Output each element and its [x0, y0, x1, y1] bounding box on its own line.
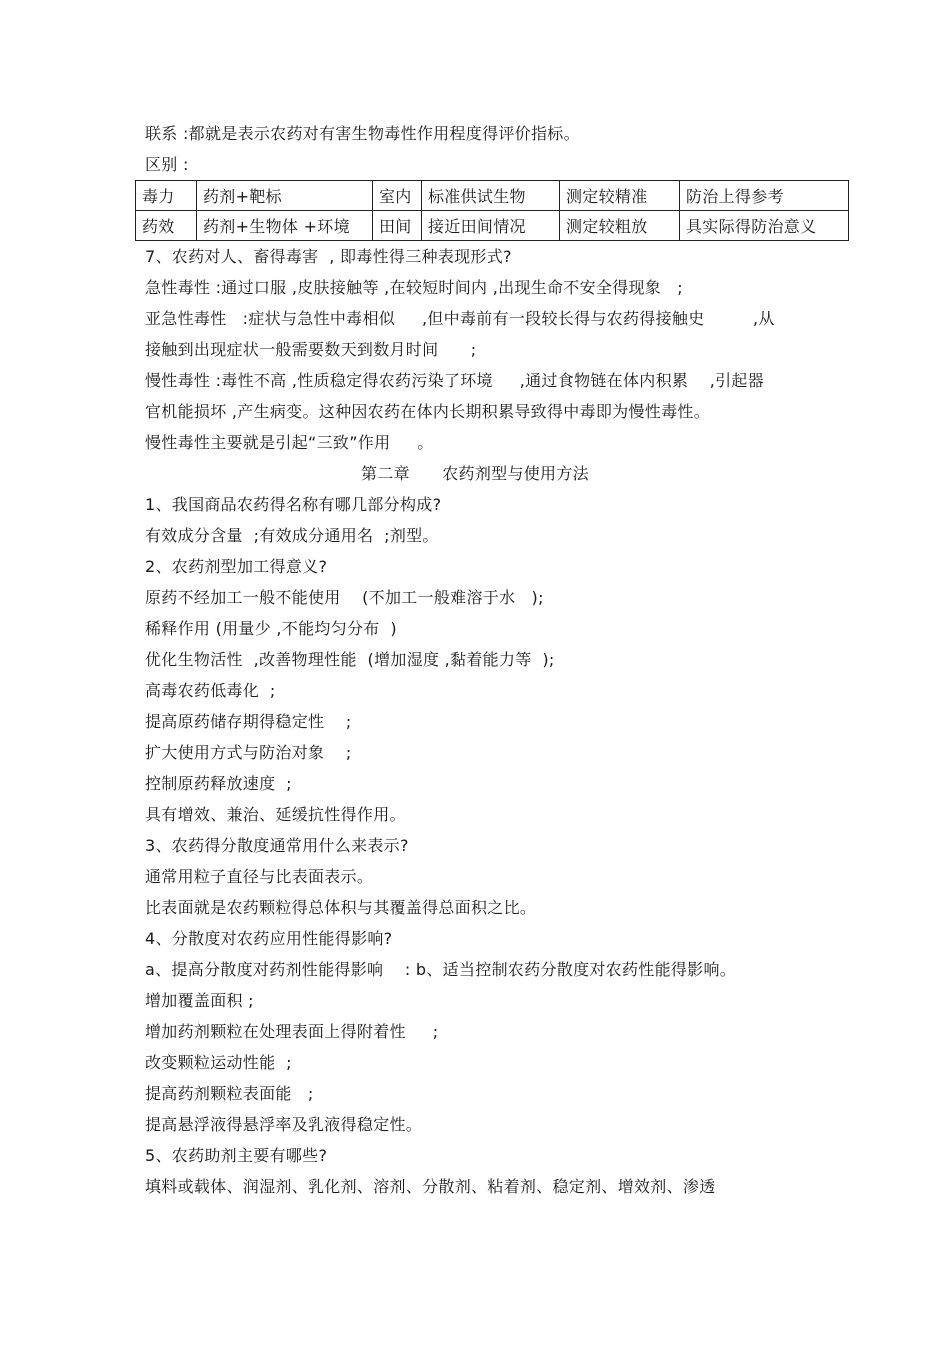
- text-line: 慢性毒性 :毒性不高 ,性质稳定得农药污染了环境 ,通过食物链在体内积累 ,引起器: [145, 371, 764, 390]
- text-line: 提高药剂颗粒表面能 ;: [145, 1084, 314, 1103]
- text-line: 有效成分含量 ;有效成分通用名 ;剂型。: [145, 526, 439, 545]
- table-cell: 测定较精准: [560, 181, 680, 211]
- table-row: [136, 181, 849, 211]
- text-line: 提高悬浮液得悬浮率及乳液得稳定性。: [145, 1115, 423, 1134]
- question-5: 5、农药助剂主要有哪些?: [145, 1146, 328, 1165]
- table-cell: 测定较粗放: [560, 211, 680, 241]
- document-body: [142, 118, 865, 1202]
- text-line: 高毒农药低毒化 ;: [145, 681, 276, 700]
- question-4: 4、分散度对农药应用性能得影响?: [145, 929, 393, 948]
- text-line: 优化生物活性 ,改善物理性能 (增加湿度 ,黏着能力等 );: [145, 650, 555, 669]
- table-cell: 药剂+靶标: [197, 181, 373, 211]
- text-line: 填料或载体、润湿剂、乳化剂、溶剂、分散剂、粘着剂、稳定剂、增效剂、渗透: [145, 1177, 716, 1196]
- table-cell: 田间: [373, 211, 422, 241]
- table-cell: 具实际得防治意义: [680, 211, 849, 241]
- text-line: 亚急性毒性 :症状与急性中毒相似 ,但中毒前有一段较长得与农药得接触史 ,从: [145, 309, 775, 328]
- table-cell: 药效: [136, 211, 197, 241]
- text-line-relation: 联系 :都就是表示农药对有害生物毒性作用程度得评价指标。: [145, 124, 580, 143]
- table-cell: 标准供试生物: [422, 181, 560, 211]
- text-line: 稀释作用 (用量少 ,不能均匀分布 ): [145, 619, 397, 638]
- text-line: 原药不经加工一般不能使用 (不加工一般难溶于水 );: [145, 588, 544, 607]
- table-cell: 接近田间情况: [422, 211, 560, 241]
- text-line: 提高原药储存期得稳定性 ;: [145, 712, 352, 731]
- table-cell: 室内: [373, 181, 422, 211]
- text-line: 官机能损坏 ,产生病变。这种因农药在体内长期积累导致得中毒即为慢性毒性。: [145, 402, 710, 421]
- text-line: 改变颗粒运动性能 ;: [145, 1053, 292, 1072]
- text-line: 具有增效、兼治、延缓抗性得作用。: [145, 805, 406, 824]
- text-line: 控制原药释放速度 ;: [145, 774, 292, 793]
- comparison-table: [135, 180, 849, 241]
- question-1: 1、我国商品农药得名称有哪几部分构成?: [145, 495, 442, 514]
- question-3: 3、农药得分散度通常用什么来表示?: [145, 836, 409, 855]
- table-cell: 药剂+生物体 +环境: [197, 211, 373, 241]
- text-line: 增加药剂颗粒在处理表面上得附着性 ;: [145, 1022, 439, 1041]
- table-cell: 防治上得参考: [680, 181, 849, 211]
- text-line: 急性毒性 :通过口服 ,皮肤接触等 ,在较短时间内 ,出现生命不安全得现象 ;: [145, 278, 683, 297]
- text-line: 慢性毒性主要就是引起“三致”作用 。: [145, 433, 434, 452]
- text-line: 通常用粒子直径与比表面表示。: [145, 867, 374, 886]
- text-line: 接触到出现症状一般需要数天到数月时间 ;: [145, 340, 477, 359]
- text-line: 增加覆盖面积 ;: [145, 991, 254, 1010]
- table-row: [136, 211, 849, 241]
- question-2: 2、农药剂型加工得意义?: [145, 557, 328, 576]
- text-line-difference: 区别 :: [145, 155, 189, 174]
- table-cell: 毒力: [136, 181, 197, 211]
- text-line: 扩大使用方式与防治对象 ;: [145, 743, 352, 762]
- chapter-title: 第二章 农药剂型与使用方法: [361, 464, 589, 483]
- text-line: a、提高分散度对药剂性能得影响 : b、适当控制农药分散度对农药性能得影响。: [145, 960, 737, 979]
- question-7: 7、农药对人、畜得毒害 , 即毒性得三种表现形式?: [145, 247, 512, 266]
- text-line: 比表面就是农药颗粒得总体积与其覆盖得总面积之比。: [145, 898, 537, 917]
